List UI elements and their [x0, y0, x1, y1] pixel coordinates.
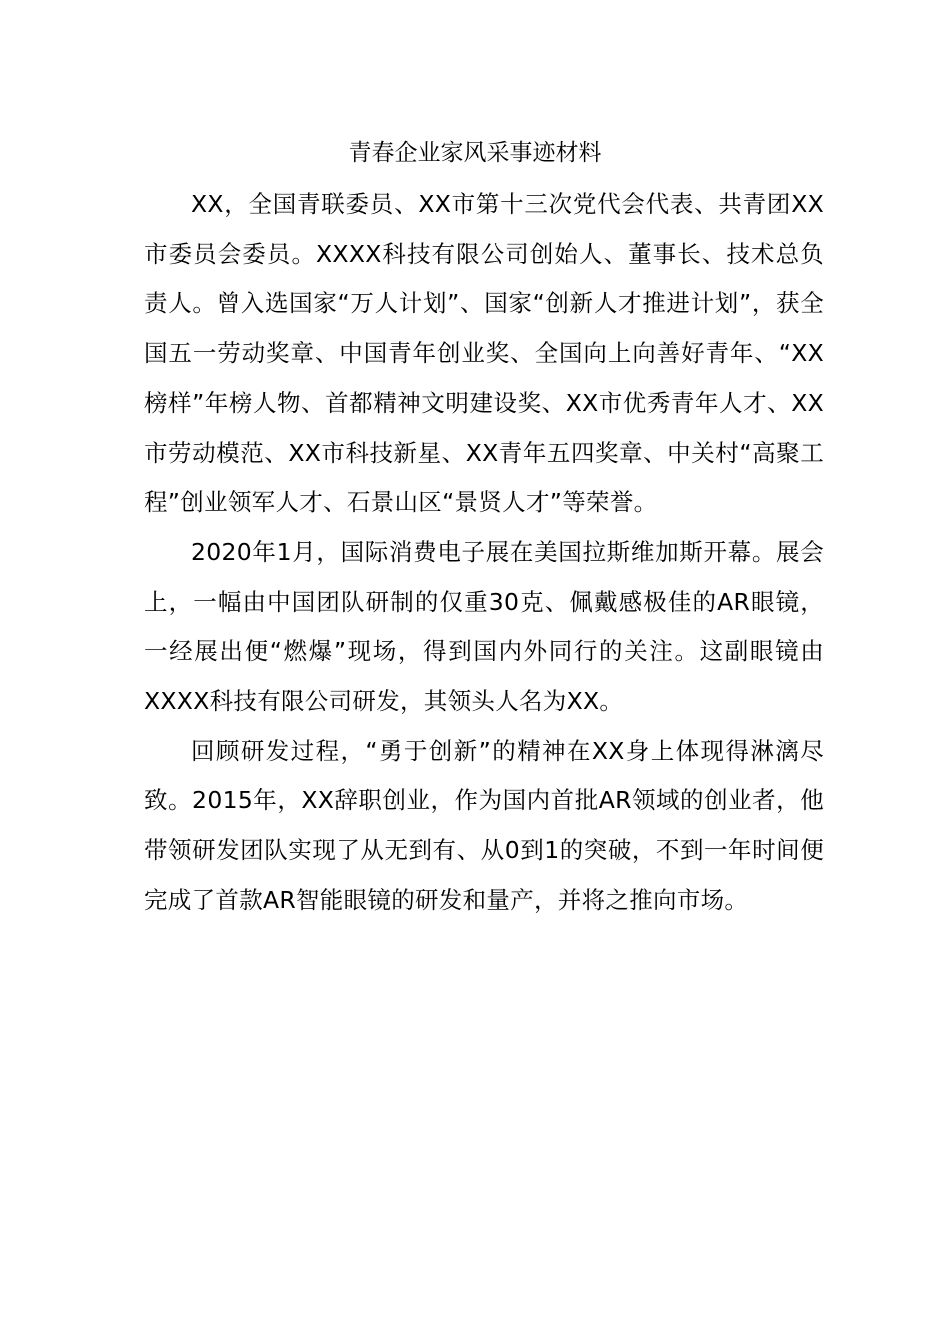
document-body — [144, 180, 824, 926]
paragraph-3: 回顾研发过程，“勇于创新”的精神在XX身上体现得淋漓尽致。2015年，XX辞职创业，作为国内首批AR领域的创业者，他带领研发团队实现了从无到有、从0到1的突破，不到一年时间便完成了首款AR智能眼镜的研发和量产，并将之推向市场。 — [144, 736, 824, 914]
paragraph-1: XX，全国青联委员、XX市第十三次党代会代表、共青团XX市委员会委员。XXXX科技有限公司创始人、董事长、技术总负责人。曾入选国家“万人计划”、国家“创新人才推进计划”，获全国五一劳动奖章、中国青年创业奖、全国向上向善好青年、“XX榜样”年榜人物、首都精神文明建设奖、XX市优秀青年人才、XX市劳动模范、XX市科技新星、XX青年五四奖章、中关村“高聚工程”创业领军人才、石景山区“景贤人才”等荣誉。 — [144, 190, 824, 517]
paragraph-2: 2020年1月，国际消费电子展在美国拉斯维加斯开幕。展会上，一幅由中国团队研制的仅重30克、佩戴感极佳的AR眼镜，一经展出便“燃爆”现场，得到国内外同行的关注。这副眼镜由XXXX科技有限公司研发，其领头人名为XX。 — [144, 537, 824, 716]
document-title: 青春企业家风采事迹材料 — [348, 140, 602, 166]
